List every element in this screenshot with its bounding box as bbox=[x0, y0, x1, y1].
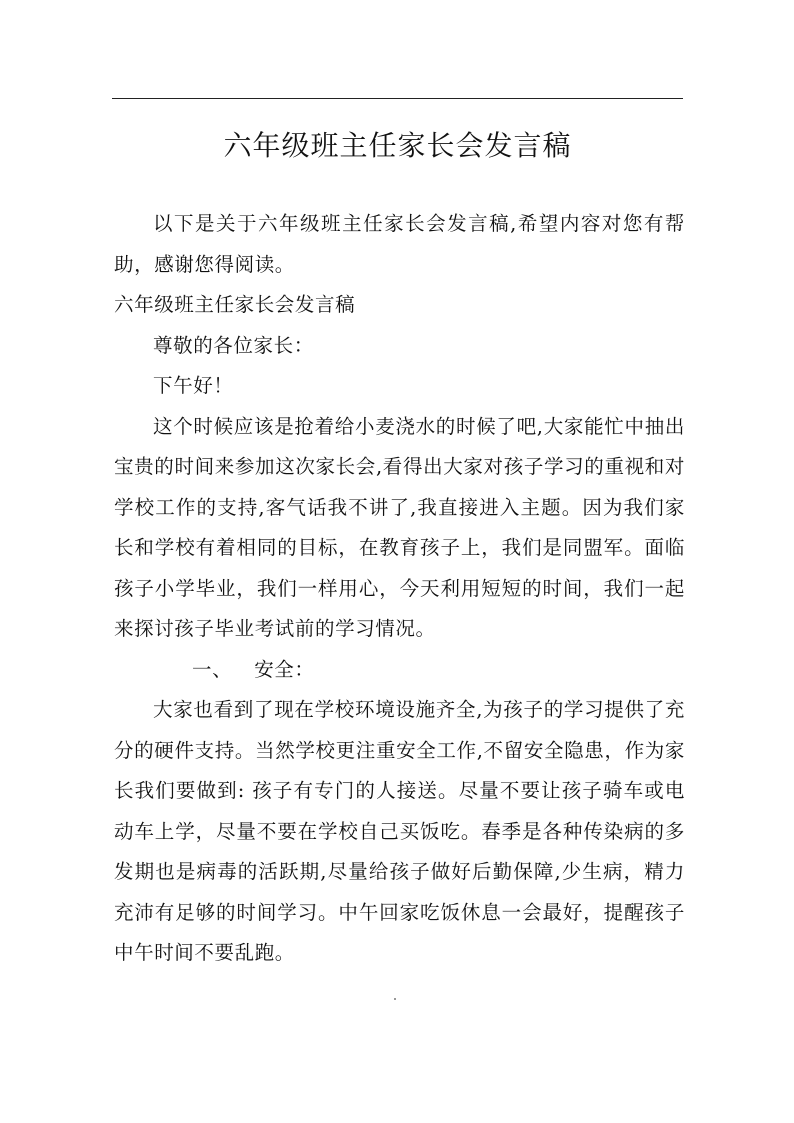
section-number: 一、 bbox=[192, 657, 233, 681]
subtitle-line: 六年级班主任家长会发言稿 bbox=[114, 293, 356, 316]
section-heading-safety bbox=[114, 650, 685, 691]
body-paragraph-1: 这个时候应该是抢着给小麦浇水的时候了吧,大家能忙中抽出宝贵的时间来参加这次家长会,看得出大家对孩子学习的重视和对学校工作的支持,客气话我不讲了,我直接进入主题。因为我们家长和学校有着相同的目标，在教育孩子上，我们是同盟军。面临孩子小学毕业，我们一样用心，今天利用短短的时间，我们一起来探讨孩子毕业考试前的学习情况。 bbox=[114, 414, 685, 640]
section-heading-text: 安全： bbox=[254, 657, 315, 681]
document-body bbox=[114, 204, 685, 974]
salutation-line: 尊敬的各位家长： bbox=[153, 333, 314, 357]
intro-paragraph: 以下是关于六年级班主任家长会发言稿,希望内容对您有帮助，感谢您得阅读。 bbox=[114, 212, 685, 276]
document-title: 六年级班主任家长会发言稿 bbox=[223, 129, 572, 162]
header-rule bbox=[112, 98, 683, 99]
page-footer-mark bbox=[394, 998, 396, 1000]
body-paragraph-2: 大家也看到了现在学校环境设施齐全,为孩子的学习提供了充分的硬件支持。当然学校更注重安全工作,不留安全隐患，作为家长我们要做到: 孩子有专门的人接送。尽量不要让孩子骑车或电动车上学，尽量不要在学校自己买饭吃。春季是各种传染病的多发期也是病毒的活跃期,尽量给孩子做好后勤保障,少生病，精力充沛有足够的时间学习。中午回家吃饭休息一会最好，提醒孩子中午时间不要乱跑。 bbox=[114, 698, 685, 964]
greeting-line: 下午好！ bbox=[153, 374, 234, 397]
